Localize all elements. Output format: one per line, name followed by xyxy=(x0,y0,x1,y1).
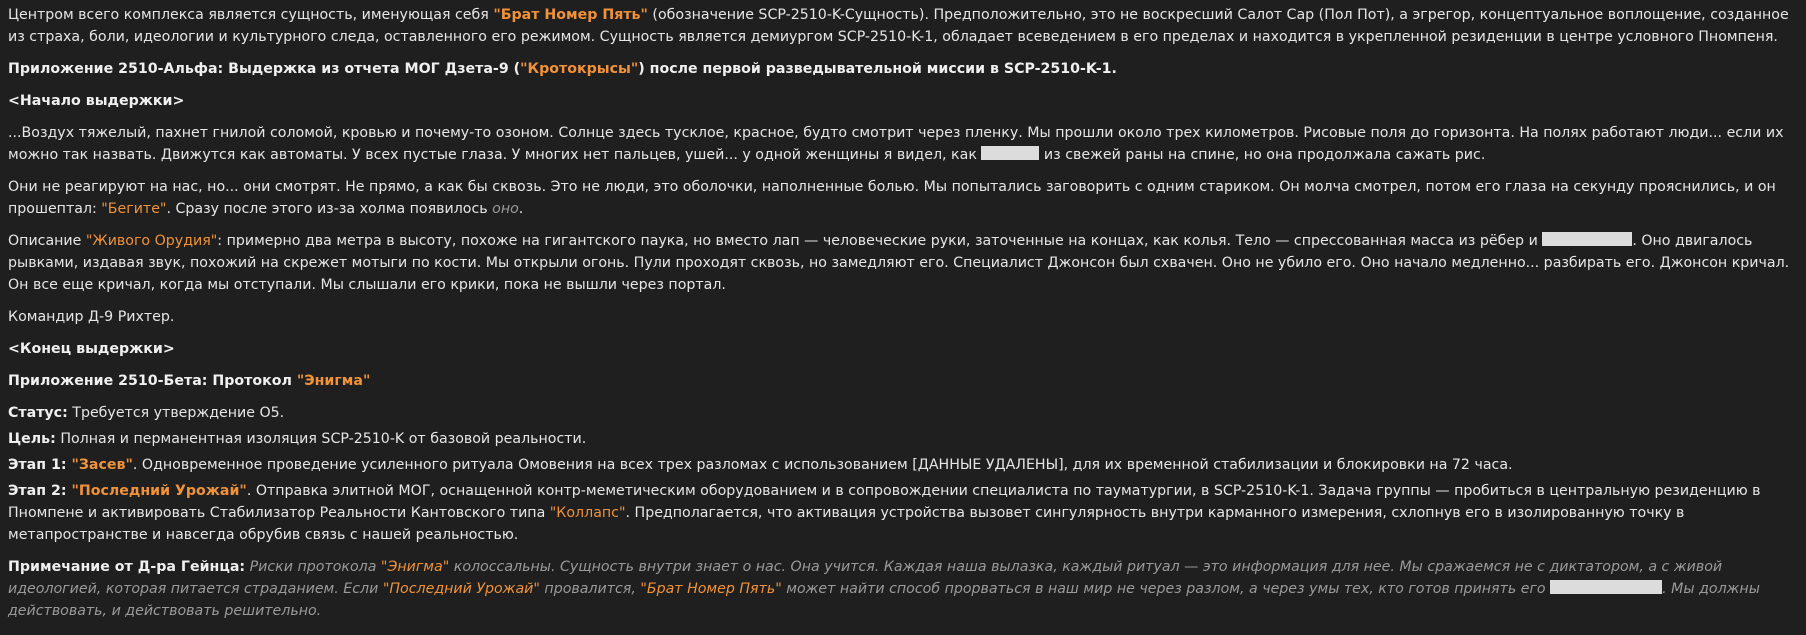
note-text: провалится, xyxy=(539,581,641,597)
entity-name: "Брат Номер Пять" xyxy=(493,7,648,23)
status-line xyxy=(8,402,1798,424)
field-label: Этап 2: xyxy=(8,483,72,499)
stage-2 xyxy=(8,480,1798,546)
device-name: "Коллапс" xyxy=(549,505,626,521)
stage-1 xyxy=(8,454,1798,476)
stage-name: "Последний Урожай" xyxy=(382,581,540,597)
excerpt-end xyxy=(8,338,1798,360)
emphasis-text: оно xyxy=(492,201,519,217)
goal-line xyxy=(8,428,1798,450)
entity-name: "Брат Номер Пять" xyxy=(640,581,782,597)
field-value: Полная и перманентная изоляция SCP-2510-K от базовой реальности. xyxy=(55,431,587,447)
note-label: Примечание от Д-ра Гейнца: xyxy=(8,559,246,575)
text: Командир Д-9 Рихтер. xyxy=(8,309,175,325)
field-value: . Предполагается, что активация устройства вызовет сингулярность внутри карманного измерения, схлопнув его в изолированную точку в метапространстве и навсегда обрубив связь с нашей реальностью. xyxy=(8,505,1685,543)
stage-name: "Засев" xyxy=(71,457,133,473)
text: Они не реагируют на нас, но... они смотрят. Не прямо, а как бы сквозь. Это не люди, это оболочки, наполненные болью. Мы попытались заговорить с одним стариком. Он молча смотрел, потом его глаза на секунду прояснились, и он прошептал: xyxy=(8,179,1776,217)
text: . Сразу после этого из-за холма появилось xyxy=(166,201,493,217)
field-label: Цель: xyxy=(8,431,56,447)
appendix-alpha-heading xyxy=(8,58,1798,80)
note-text: может найти способ прорваться в наш мир не через разлом, а через умы тех, кто готов принять его xyxy=(781,581,1551,597)
text: Описание xyxy=(8,233,86,249)
report-paragraph-3 xyxy=(8,230,1798,296)
squad-name: "Кротокрысы" xyxy=(520,61,639,77)
heading-text: ) после первой разведывательной миссии в SCP-2510-K-1. xyxy=(638,61,1117,77)
heading-text: Приложение 2510-Альфа: Выдержка из отчета МОГ Дзета-9 ( xyxy=(8,61,521,77)
note-text: Риски протокола xyxy=(245,559,381,575)
quote-highlight: "Бегите" xyxy=(101,201,167,217)
protocol-name: "Энигма" xyxy=(296,373,371,389)
text: . Оно двигалось рывками, издавая звук, похожий на скрежет мотыги по кости. Мы открыли огонь. Пули проходят сквозь, но замедляют его. Специалист Джонсон был схвачен. Оно не убило его. Оно начало медленно... разбирать его. Джонсон кричал. Он все еще кричал, когда мы отступали. Мы слышали его крики, пока не вышли через портал. xyxy=(8,233,1790,293)
appendix-beta-heading xyxy=(8,370,1798,392)
redaction-bar xyxy=(1550,580,1662,594)
field-value: . Одновременное проведение усиленного ритуала Омовения на всех трех разломах с использованием [ДАННЫЕ УДАЛЕНЫ], для их временной стабилизации и блокировки на 72 часа. xyxy=(132,457,1513,473)
protocol-name: "Энигма" xyxy=(380,559,450,575)
text: . xyxy=(518,201,524,217)
field-label: Статус: xyxy=(8,405,68,421)
text: (обозначение SCP-2510-K-Сущность). Предположительно, это не воскресший Салот Сар (Пол Пот), а эгрегор, концептуальное воплощение, созданное из страха, боли, идеологии и культурного следа, оставленного его режимом. Сущность является демиургом SCP-2510-K-1, обладает всеведением в его пределах и находится в укрепленной резиденции в центре условного Пномпеня. xyxy=(8,7,1789,45)
excerpt-marker: <Начало выдержки> xyxy=(8,93,185,109)
field-value: Требуется утверждение O5. xyxy=(67,405,285,421)
weapon-name: "Живого Орудия" xyxy=(85,233,218,249)
field-label: Этап 1: xyxy=(8,457,72,473)
excerpt-start xyxy=(8,90,1798,112)
redaction-bar xyxy=(1542,232,1632,246)
stage-name: "Последний Урожай" xyxy=(71,483,247,499)
text: Центром всего комплекса является сущность, именующая себя xyxy=(8,7,494,23)
doctor-note xyxy=(8,556,1798,622)
heading-text: Приложение 2510-Бета: Протокол xyxy=(8,373,297,389)
report-paragraph-1 xyxy=(8,122,1798,166)
intro-paragraph xyxy=(8,4,1798,48)
note-text: . Мы должны действовать, и действовать решительно. xyxy=(8,581,1760,619)
text: из свежей раны на спине, но она продолжала сажать рис. xyxy=(1039,147,1486,163)
report-paragraph-2 xyxy=(8,176,1798,220)
text: : примерно два метра в высоту, похоже на гигантского паука, но вместо лап — человеческие руки, заточенные на концах, как колья. Тело — спрессованная масса из рёбер и xyxy=(217,233,1543,249)
text: ...Воздух тяжелый, пахнет гнилой соломой, кровью и почему-то озоном. Солнце здесь тусклое, красное, будто смотрит через пленку. Мы прошли около трех километров. Рисовые поля до горизонта. На полях работают люди... если их можно так назвать. Движутся как автоматы. У всех пустые глаза. У многих нет пальцев, ушей... у одной женщины я видел, как xyxy=(8,125,1784,163)
field-value: . Отправка элитной МОГ, оснащенной контр-меметическим оборудованием и в сопровождении специалиста по тауматургии, в SCP-2510-K-1. Задача группы — пробиться в центральную резиденцию в Пномпене и активировать Стабилизатор Реальности Кантовского типа xyxy=(8,483,1761,521)
excerpt-marker: <Конец выдержки> xyxy=(8,341,175,357)
redaction-bar xyxy=(981,146,1039,160)
commander-signature xyxy=(8,306,1798,328)
note-text: колоссальны. Сущность внутри знает о нас. Она учится. Каждая наша вылазка, каждый ритуал — это информация для нее. Мы сражаемся не с диктатором, а с живой идеологией, которая питается страданием. Если xyxy=(8,559,1723,597)
